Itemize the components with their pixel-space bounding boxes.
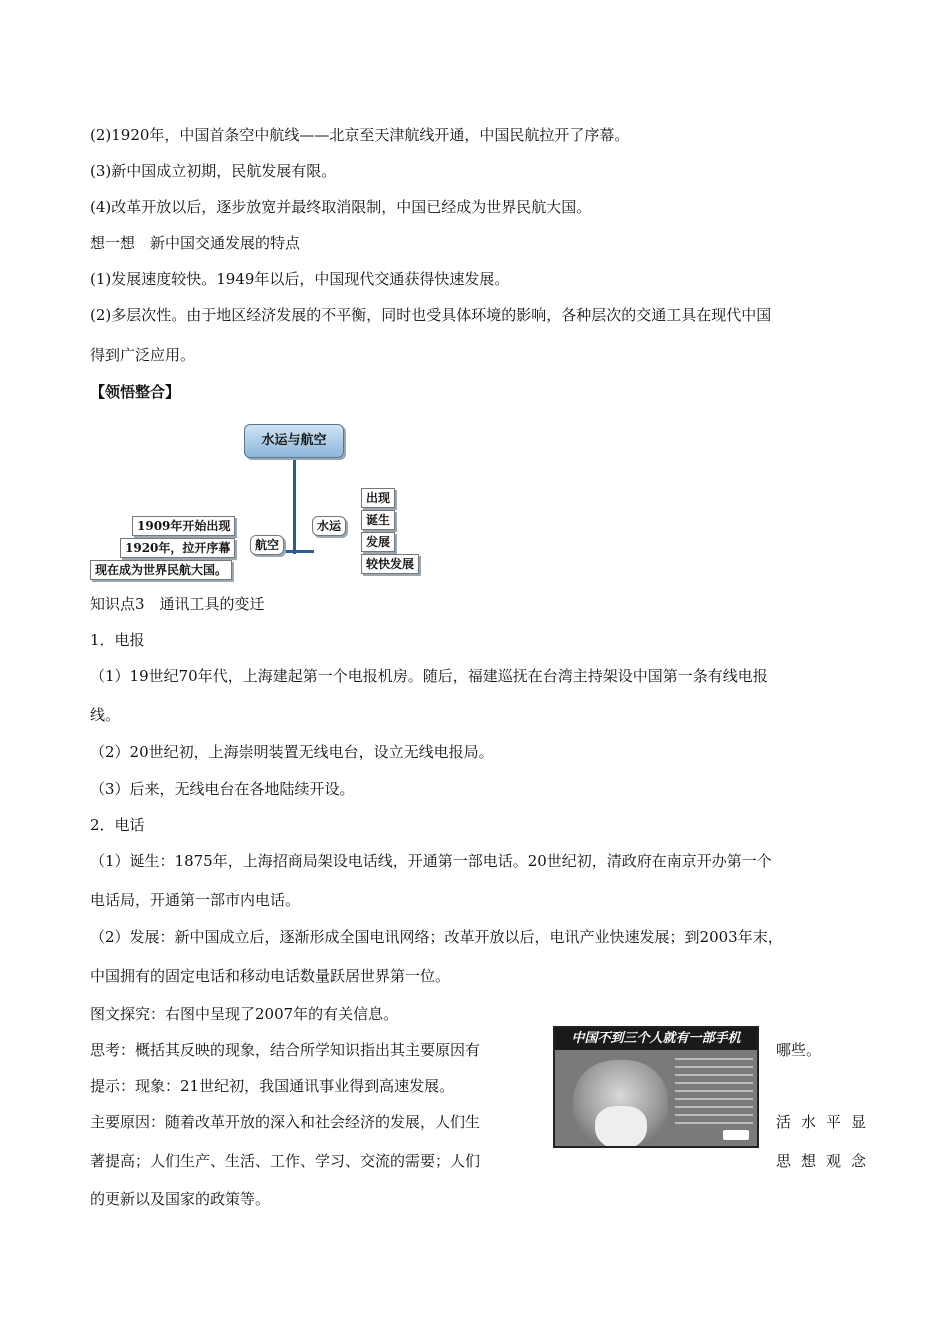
text-line: （3）后来，无线电台在各地陆续开设。 <box>90 780 355 798</box>
section-heading: 【领悟整合】 <box>90 383 181 401</box>
text-line: （1）19世纪70年代，上海建起第一个电报机房。随后，福建巡抚在台湾主持架设中国第一条有线电报 <box>90 667 768 685</box>
air-item: 1909年开始出现 <box>132 516 235 536</box>
text-line: 中国拥有的固定电话和移动电话数量跃居世界第一位。 <box>90 967 451 985</box>
text-line: 思想观念 <box>776 1152 877 1170</box>
subheading: 2．电话 <box>90 816 145 834</box>
mind-map-diagram <box>88 422 424 577</box>
connector-line <box>293 458 296 554</box>
logo-icon <box>723 1130 749 1140</box>
section-heading: 知识点3 通讯工具的变迁 <box>90 595 265 613</box>
image-headline: 中国不到三个人就有一部手机 <box>555 1028 757 1050</box>
air-item: 1920年，拉开序幕 <box>120 538 235 558</box>
node-water: 水运 <box>312 516 346 536</box>
text-line: 活水平显 <box>776 1113 877 1131</box>
text-line: 的更新以及国家的政策等。 <box>90 1190 271 1208</box>
diagram-root: 水运与航空 <box>244 424 344 458</box>
text-line: 提示：现象：21世纪初，我国通讯事业得到高速发展。 <box>90 1077 455 1095</box>
image-caption-block <box>675 1058 753 1130</box>
air-item: 现在成为世界民航大国。 <box>90 560 232 580</box>
text-line: （1）诞生：1875年，上海招商局架设电话线，开通第一部电话。20世纪初，清政府在南京开办第一个 <box>90 852 772 870</box>
section-heading: 想一想 新中国交通发展的特点 <box>90 234 301 252</box>
text-line: （2）20世纪初，上海崇明装置无线电台，设立无线电报局。 <box>90 743 494 761</box>
text-line: 著提高；人们生产、生活、工作、学习、交流的需要；人们 <box>90 1152 481 1170</box>
water-item: 出现 <box>361 488 395 508</box>
text-line: 得到广泛应用。 <box>90 346 196 364</box>
text-line: (2)多层次性。由于地区经济发展的不平衡，同时也受具体环境的影响，各种层次的交通工具在现代中国 <box>90 306 772 324</box>
text-line: 图文探究：右图中呈现了2007年的有关信息。 <box>90 1005 399 1023</box>
subheading: 1．电报 <box>90 631 145 649</box>
node-air: 航空 <box>250 535 284 555</box>
text-line: (1)发展速度较快。1949年以后，中国现代交通获得快速发展。 <box>90 270 510 288</box>
water-item: 发展 <box>361 532 395 552</box>
text-line: 电话局，开通第一部市内电话。 <box>90 891 301 909</box>
text-line: 线。 <box>90 706 121 724</box>
water-item: 较快发展 <box>361 554 419 574</box>
beard-shape <box>595 1106 647 1148</box>
text-line: (3)新中国成立初期，民航发展有限。 <box>90 162 337 180</box>
mobile-phone-news-image <box>553 1026 759 1148</box>
text-line: (2)1920年，中国首条空中航线——北京至天津航线开通，中国民航拉开了序幕。 <box>90 126 630 144</box>
text-line: 思考：概括其反映的现象，结合所学知识指出其主要原因有 <box>90 1041 481 1059</box>
text-line: (4)改革开放以后，逐步放宽并最终取消限制，中国已经成为世界民航大国。 <box>90 198 592 216</box>
text-line: （2）发展：新中国成立后，逐渐形成全国电讯网络；改革开放以后，电讯产业快速发展；到2003年末， <box>90 928 783 946</box>
text-line: 主要原因：随着改革开放的深入和社会经济的发展，人们生 <box>90 1113 481 1131</box>
water-item: 诞生 <box>361 510 395 530</box>
text-line: 哪些。 <box>776 1041 822 1059</box>
